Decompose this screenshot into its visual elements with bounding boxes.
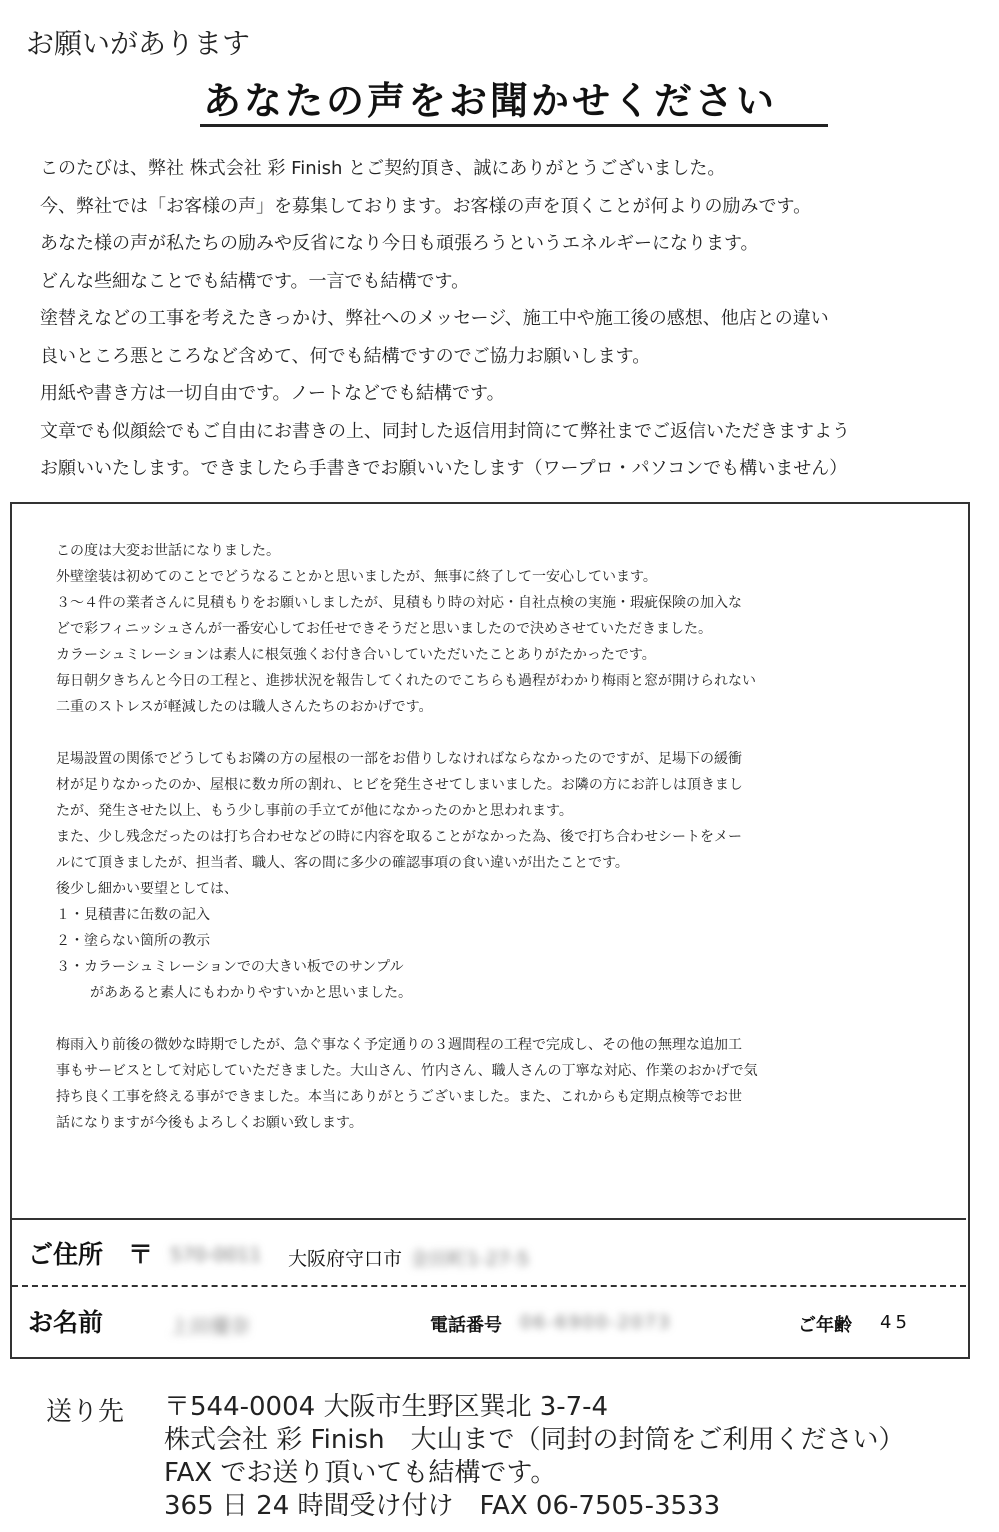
send-to-label: 送り先 <box>46 1397 125 1427</box>
letter-line <box>56 1006 758 1032</box>
send-to-details <box>164 1391 905 1523</box>
intro-line: 今、弊社では「お客様の声」を募集しております。お客様の声を頂くことが何よりの励みです。 <box>40 195 812 217</box>
postal-mark: 〒 <box>128 1240 154 1269</box>
letter-line: どで彩フィニッシュさんが一番安心してお任せできそうだと思いましたので決めさせていただきました。 <box>56 621 713 637</box>
letter-line: ３～４件の業者さんに見積もりをお願いしましたが、見積もり時の対応・自社点検の実施・瑕疵保険の加入な <box>56 595 742 611</box>
intro-line: このたびは、弊社 株式会社 彩 Finish とご契約頂き、誠にありがとうございました。 <box>40 158 726 179</box>
letter-line: 外壁塗装は初めてのことでどうなることかと思いましたが、無事に終了して一安心しています。 <box>56 569 657 585</box>
intro-line: あなた様の声が私たちの励みや反省になり今日も頑張ろうというエネルギーになります。 <box>40 233 759 254</box>
page-title: あなたの声をお聞かせください <box>203 79 778 123</box>
letter-line: １・見積書に缶数の記入 <box>56 907 210 923</box>
intro-line: 用紙や書き方は一切自由です。ノートなどでも結構です。 <box>40 383 505 404</box>
address-label: ご住所 <box>28 1240 104 1269</box>
letter-line: 足場設置の関係でどうしてもお隣の方の屋根の一部をお借りしなければならなかったのですが、足場下の緩衝 <box>56 751 742 767</box>
dashed-divider <box>12 1285 966 1287</box>
title-underline <box>200 124 828 127</box>
customer-letter <box>56 538 758 1136</box>
intro-line: 文章でも似顔絵でもご自由にお書きの上、同封した返信用封筒にて弊社までご返信いただきますよう <box>40 420 850 442</box>
letter-line: 二重のストレスが軽減したのは職人さんたちのおかげです。 <box>56 699 433 715</box>
letter-line <box>56 720 758 746</box>
phone-redacted: 06-6900-2073 <box>520 1312 672 1333</box>
name-label: お名前 <box>28 1308 104 1337</box>
intro-line: 良いところ悪ところなど含めて、何でも結構ですのでご協力お願いします。 <box>40 345 651 367</box>
age-label: ご年齢 <box>798 1315 852 1336</box>
letter-line: ２・塗らない箇所の教示 <box>56 933 210 949</box>
letter-line: ３・カラーシュミレーションでの大きい板でのサンプル <box>56 959 404 975</box>
letter-line: 梅雨入り前後の微妙な時期でしたが、急ぐ事なく予定通りの３週間程の工程で完成し、その他の無理な追加工 <box>56 1037 742 1053</box>
send-fax-note: FAX でお送り頂いても結構です。 <box>164 1458 557 1488</box>
intro-line: お願いいたします。できましたら手書きでお願いいたします（ワープロ・パソコンでも構いません） <box>40 458 848 479</box>
intro-text <box>40 150 850 488</box>
phone-label: 電話番号 <box>430 1315 502 1336</box>
letter-line: カラーシュミレーションは素人に根気強くお付き合いしていただいたことありがたかったです。 <box>56 647 656 663</box>
letter-line: また、少し残念だったのは打ち合わせなどの時に内容を取ることがなかった為、後で打ち合わせシートをメー <box>56 829 742 845</box>
letter-line: 毎日朝夕きちんと今日の工程と、進捗状況を報告してくれたのでこちらも過程がわかり梅雨と窓が開けられない <box>56 673 756 689</box>
intro-line: どんな些細なことでも結構です。一言でも結構です。 <box>40 270 470 292</box>
letter-line: 事もサービスとして対応していただきました。大山さん、竹内さん、職人さんの丁寧な対応、作業のおかげで気 <box>56 1063 758 1079</box>
letter-line: 話になりますが今後もよろしくお願い致します。 <box>56 1115 363 1131</box>
letter-line: たが、発生させた以上、もう少し事前の手立てが他になかったのかと思われます。 <box>56 803 573 819</box>
address-street-redacted: 金田町1-27-5 <box>410 1248 530 1270</box>
letter-line: 後少し細かい要望としては、 <box>56 881 238 897</box>
letter-line: 材が足りなかったのか、屋根に数カ所の割れ、ヒビを発生させてしまいました。お隣の方にお許しは頂きまし <box>56 777 743 793</box>
address-city: 大阪府守口市 <box>288 1248 403 1270</box>
send-fax-number: 365 日 24 時間受け付け FAX 06-7505-3533 <box>164 1491 721 1521</box>
address-zip-redacted: 570-0011 <box>170 1244 262 1266</box>
send-company: 株式会社 彩 Finish 大山まで（同封の封筒をご利用ください） <box>164 1425 905 1455</box>
form-divider <box>12 1218 966 1220</box>
letter-line: 持ち良く工事を終える事ができました。本当にありがとうございました。また、これからも定期点検等でお世 <box>56 1089 742 1105</box>
send-address: 〒544-0004 大阪市生野区巽北 3-7-4 <box>164 1392 609 1422</box>
intro-line: 塗替えなどの工事を考えたきっかけ、弊社へのメッセージ、施工中や施工後の感想、他店との違い <box>40 308 829 329</box>
letter-line: この度は大変お世話になりました。 <box>56 543 280 559</box>
name-redacted: 上田優奈 <box>170 1314 250 1338</box>
letter-line: がああると素人にもわかりやすいかと思いました。 <box>90 985 412 1001</box>
age-value: 45 <box>880 1312 911 1333</box>
request-heading: お願いがあります <box>26 27 251 60</box>
letter-line: ルにて頂きましたが、担当者、職人、客の間に多少の確認事項の食い違いが出たことです。 <box>56 855 629 871</box>
